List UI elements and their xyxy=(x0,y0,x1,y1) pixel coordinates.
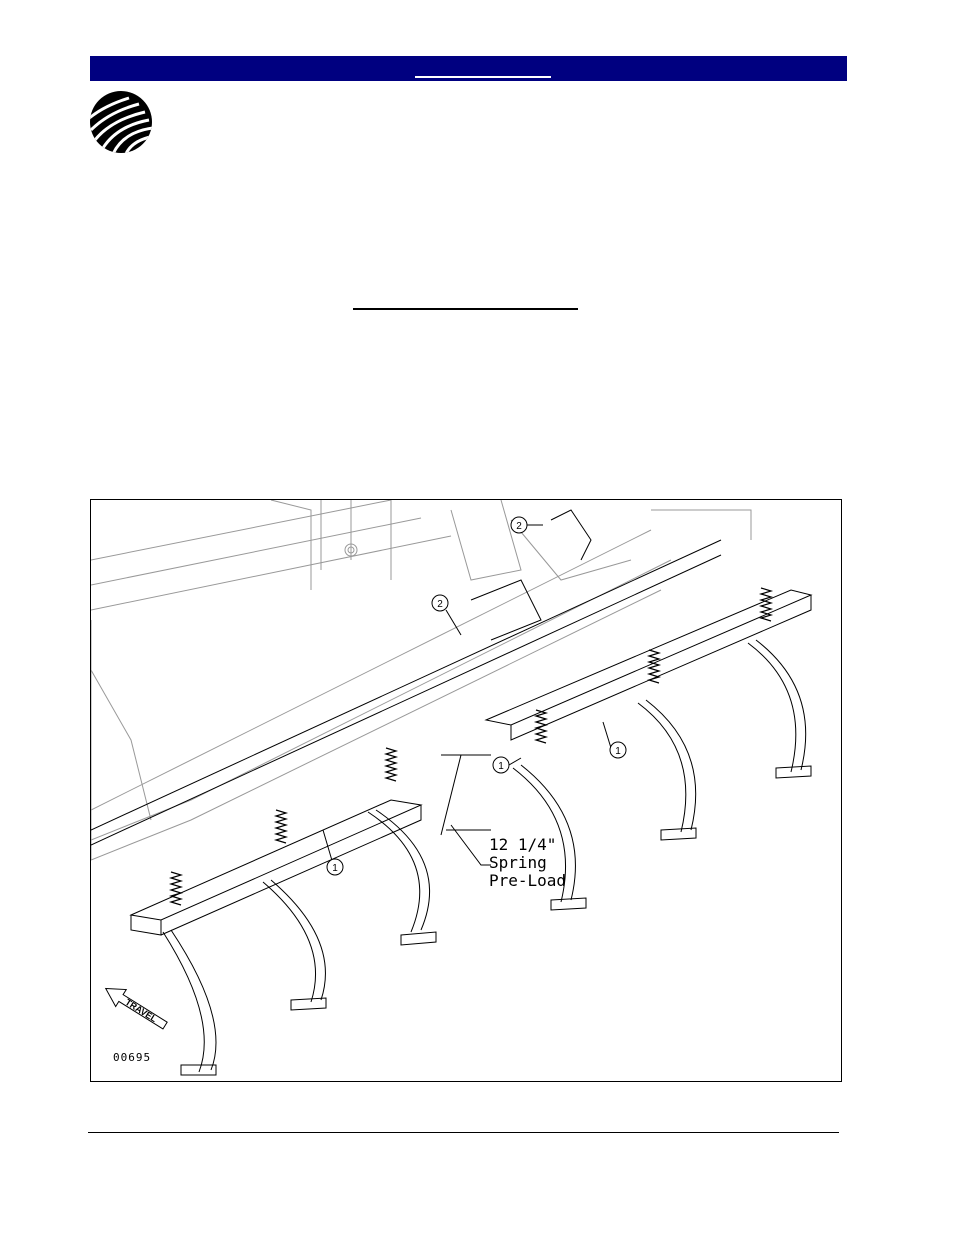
callout-2-top: 2 xyxy=(516,521,522,532)
callout-2-middle: 2 xyxy=(437,599,443,610)
callout-1-left: 1 xyxy=(332,863,338,874)
header-title-underline xyxy=(415,76,551,78)
preload-line-3: Pre-Load xyxy=(489,871,567,890)
callout-1-center: 1 xyxy=(498,761,504,772)
preload-line-2: Spring xyxy=(489,853,547,872)
section-heading-underline xyxy=(353,308,578,310)
striped-circle-logo-icon xyxy=(89,90,153,154)
footer-rule xyxy=(88,1132,839,1133)
figure-frame xyxy=(90,499,842,1082)
figure-id: 00695 xyxy=(113,1051,152,1064)
travel-arrow-icon xyxy=(100,980,170,1034)
travel-label: TRAVEL xyxy=(123,996,159,1025)
cultivator-shank-diagram xyxy=(91,500,841,1081)
preload-line-1: 12 1/4" xyxy=(489,835,557,854)
callout-1-right: 1 xyxy=(615,746,621,757)
